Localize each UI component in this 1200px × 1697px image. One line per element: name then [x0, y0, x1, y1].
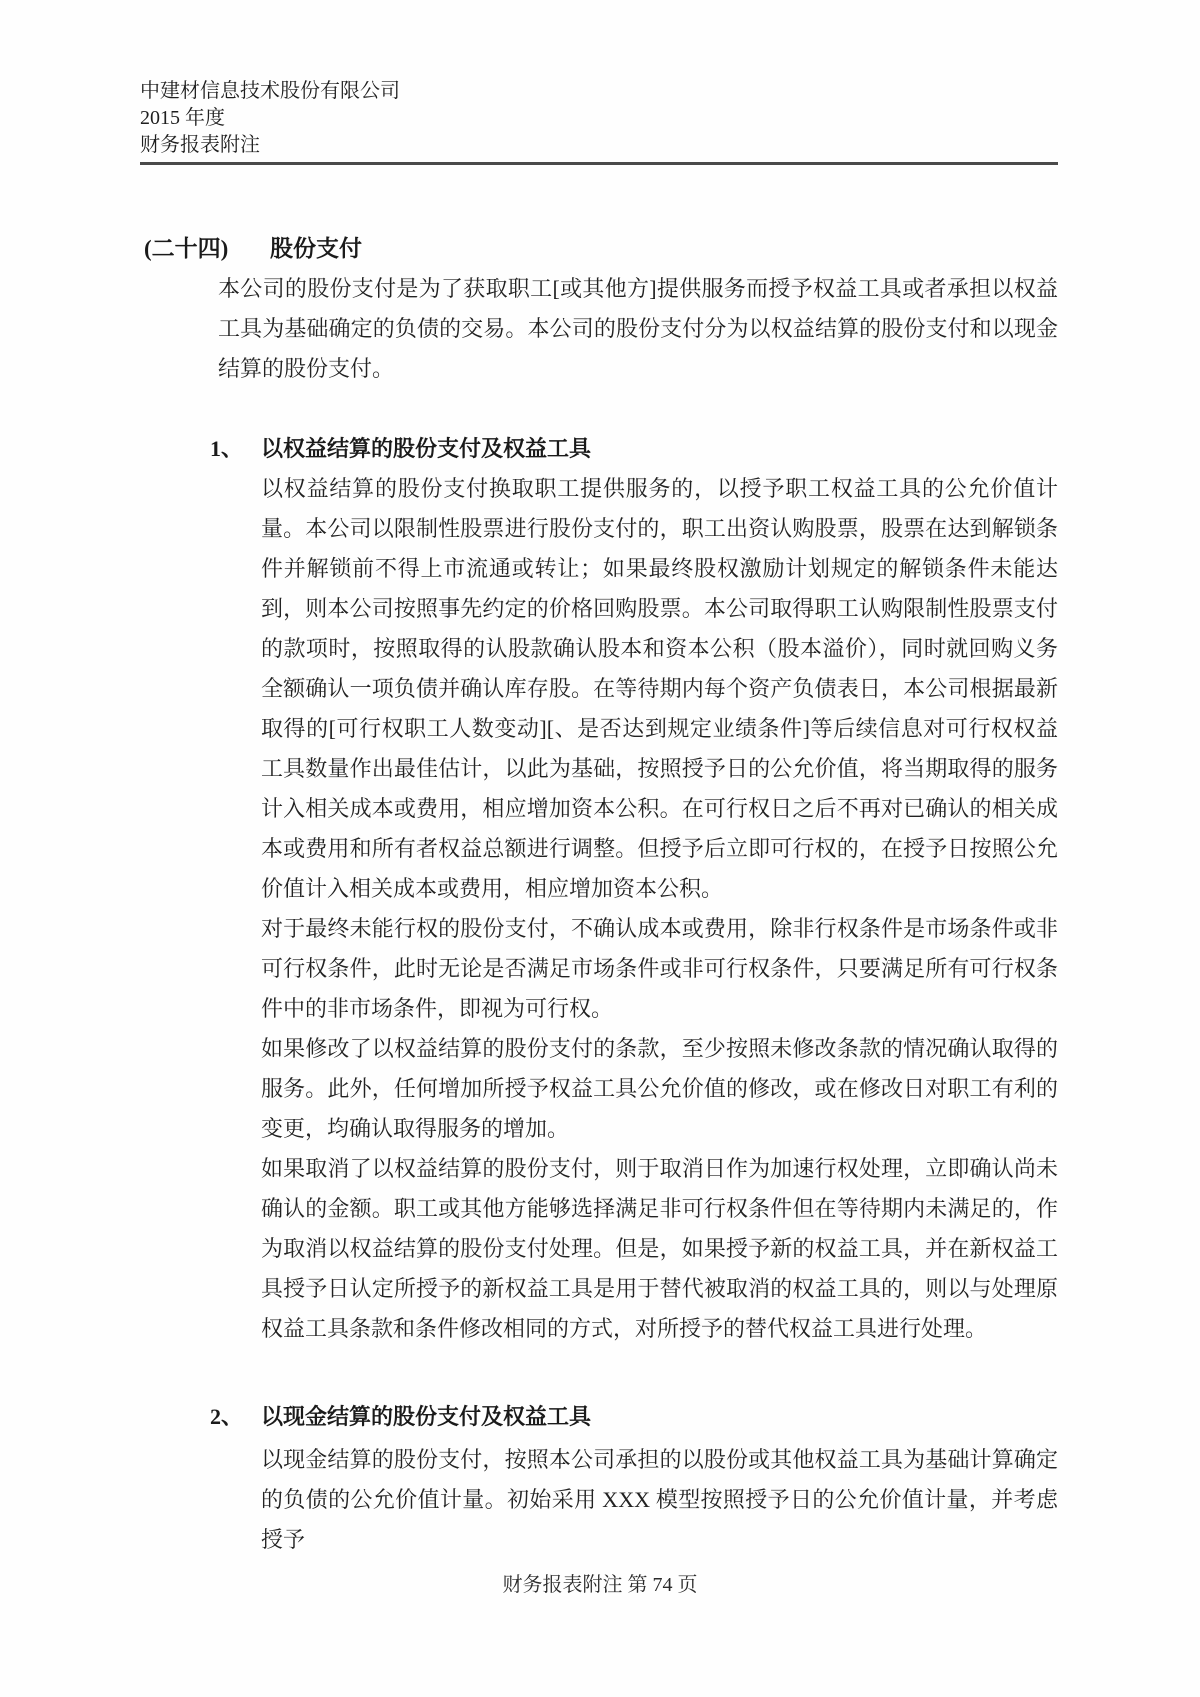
header-report-year: 2015 年度 [140, 107, 225, 129]
section-intro-paragraph: 本公司的股份支付是为了获取职工[或其他方]提供服务而授予权益工具或者承担以权益工具为基础确定的负债的交易。本公司的股份支付分为以权益结算的股份支付和以现金结算的股份支付。 [218, 276, 1058, 381]
paragraph: 如果修改了以权益结算的股份支付的条款，至少按照未修改条款的情况确认取得的服务。此外，任何增加所授予权益工具公允价值的修改，或在修改日对职工有利的变更，均确认取得服务的增加。 [261, 1036, 1058, 1141]
section-title: 股份支付 [270, 236, 362, 261]
page-footer [0, 1568, 1200, 1597]
section-number: (二十四) [144, 236, 229, 261]
subsection-2-number: 2、 [210, 1404, 244, 1429]
paragraph: 以权益结算的股份支付换取职工提供服务的，以授予职工权益工具的公允价值计量。本公司以限制性股票进行股份支付的，职工出资认购股票，股票在达到解锁条件并解锁前不得上市流通或转让；如果最终股权激励计划规定的解锁条件未能达到，则本公司按照事先约定的价格回购股票。本公司取得职工认购限制性股票支付的款项时，按照取得的认股款确认股本和资本公积（股本溢价），同时就回购义务全额确认一项负债并确认库存股。在等待期内每个资产负债表日，本公司根据最新取得的[可行权职工人数变动][、是否达到规定业绩条件]等后续信息对可行权权益工具数量作出最佳估计，以此为基础，按照授予日的公允价值，将当期取得的服务计入相关成本或费用，相应增加资本公积。在可行权日之后不再对已确认的相关成本或费用和所有者权益总额进行调整。但授予后立即可行权的，在授予日按照公允价值计入相关成本或费用，相应增加资本公积。 [261, 476, 1058, 901]
subsection-2-body [261, 1440, 1058, 1560]
header-company-name: 中建材信息技术股份有限公司 [140, 80, 400, 102]
paragraph: 对于最终未能行权的股份支付，不确认成本或费用，除非行权条件是市场条件或非可行权条件，此时无论是否满足市场条件或非可行权条件，只要满足所有可行权条件中的非市场条件，即视为可行权。 [261, 916, 1058, 1021]
subsection-2-title: 以现金结算的股份支付及权益工具 [261, 1404, 592, 1429]
subsection-1-body [261, 469, 1058, 1349]
paragraph: 如果取消了以权益结算的股份支付，则于取消日作为加速行权处理，立即确认尚未确认的金额。职工或其他方能够选择满足非可行权条件但在等待期内未满足的，作为取消以权益结算的股份支付处理。但是，如果授予新的权益工具，并在新权益工具授予日认定所授予的新权益工具是用于替代被取消的权益工具的，则以与处理原权益工具条款和条件修改相同的方式，对所授予的替代权益工具进行处理。 [261, 1156, 1058, 1341]
subsection-1-title: 以权益结算的股份支付及权益工具 [261, 436, 592, 461]
header-divider-rule [140, 162, 1058, 165]
header-doc-title: 财务报表附注 [140, 134, 260, 156]
subsection-1-number: 1、 [210, 436, 244, 461]
paragraph: 以现金结算的股份支付，按照本公司承担的以股份或其他权益工具为基础计算确定的负债的公允价值计量。初始采用 XXX 模型按照授予日的公允价值计量，并考虑授予 [261, 1447, 1058, 1552]
footer-page-label: 财务报表附注 第 74 页 [502, 1574, 698, 1596]
document-header [140, 78, 400, 159]
